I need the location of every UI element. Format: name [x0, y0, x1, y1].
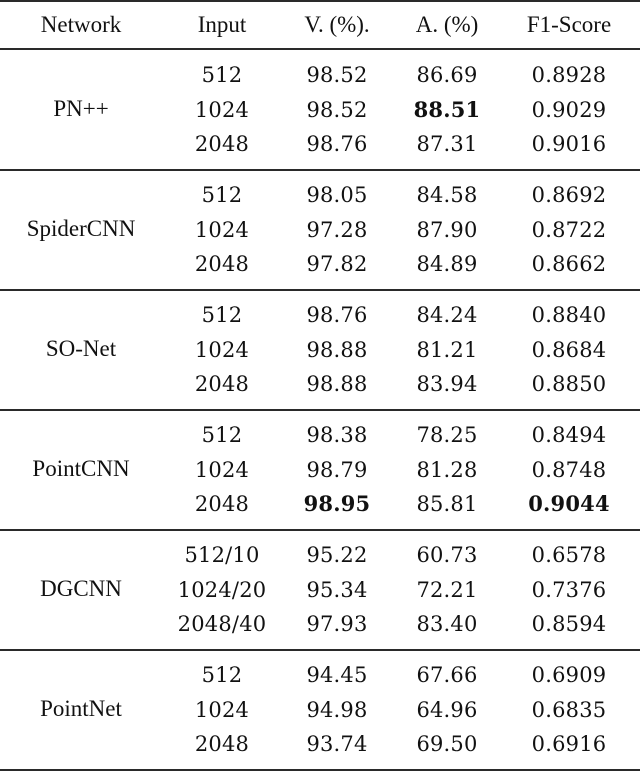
- v-percent-value: 98.05: [306, 183, 368, 207]
- table-row: [0, 538, 640, 572]
- table-row: [0, 573, 640, 607]
- a-percent-value: 81.21: [416, 337, 478, 362]
- f1-score-value: 0.8850: [531, 372, 607, 396]
- v-percent-value: 94.45: [306, 663, 368, 687]
- input-value: 1024: [194, 217, 250, 242]
- network-name: SpiderCNN: [26, 216, 136, 241]
- a-percent-value: 87.31: [416, 132, 478, 156]
- table-row: [0, 693, 640, 727]
- network-name: PN++: [53, 96, 109, 121]
- f1-score-value: 0.8684: [531, 337, 607, 362]
- input-value: 2048: [194, 132, 250, 156]
- f1-score-value: 0.8928: [531, 63, 607, 87]
- v-percent-value: 95.34: [306, 577, 368, 602]
- a-percent-value: 60.73: [416, 543, 478, 567]
- input-value: 512: [201, 663, 243, 687]
- table-row: [0, 333, 640, 367]
- table-group: [0, 50, 640, 168]
- header-a-percent: A. (%): [415, 12, 479, 37]
- v-percent-value: 95.22: [306, 543, 368, 567]
- a-percent-value: 81.28: [416, 457, 478, 482]
- a-percent-value: 83.40: [416, 612, 478, 636]
- table-group: [0, 530, 640, 648]
- input-value: 2048: [194, 492, 250, 516]
- header-v-percent: V. (%).: [304, 12, 370, 37]
- input-value: 1024: [194, 337, 250, 362]
- v-percent-value: 98.88: [306, 337, 368, 362]
- input-value: 1024: [194, 457, 250, 482]
- table-row: [0, 453, 640, 487]
- v-percent-value: 98.95: [303, 491, 371, 516]
- a-percent-value: 84.89: [416, 252, 478, 276]
- header-f1-score: F1-Score: [526, 12, 612, 37]
- table-group: [0, 290, 640, 408]
- table-row: [0, 487, 640, 521]
- input-value: 512: [201, 183, 243, 207]
- v-percent-value: 98.88: [306, 372, 368, 396]
- table-row: [0, 247, 640, 281]
- f1-score-value: 0.6909: [531, 663, 607, 687]
- bottom-rule: [0, 769, 640, 771]
- table-header: [0, 2, 640, 48]
- header-input: Input: [197, 12, 247, 37]
- header-network: Network: [40, 12, 122, 37]
- input-value: 2048/40: [177, 612, 267, 636]
- v-percent-value: 97.93: [306, 612, 368, 636]
- f1-score-value: 0.9044: [528, 491, 610, 516]
- f1-score-value: 0.8748: [531, 457, 607, 482]
- table-group: [0, 650, 640, 768]
- input-value: 512: [201, 63, 243, 87]
- a-percent-value: 84.24: [416, 303, 478, 327]
- f1-score-value: 0.8722: [531, 217, 607, 242]
- input-value: 512: [201, 303, 243, 327]
- table-row: [0, 93, 640, 127]
- table-row: [0, 58, 640, 92]
- table-row: [0, 127, 640, 161]
- f1-score-value: 0.6835: [531, 697, 607, 722]
- a-percent-value: 67.66: [416, 663, 478, 687]
- a-percent-value: 64.96: [416, 697, 478, 722]
- table-row: [0, 213, 640, 247]
- f1-score-value: 0.9029: [531, 97, 607, 122]
- input-value: 2048: [194, 372, 250, 396]
- v-percent-value: 98.76: [306, 132, 368, 156]
- a-percent-value: 69.50: [416, 732, 478, 756]
- input-value: 1024: [194, 697, 250, 722]
- input-value: 1024/20: [177, 577, 267, 602]
- v-percent-value: 93.74: [306, 732, 368, 756]
- table-group: [0, 410, 640, 528]
- table-row: [0, 607, 640, 641]
- f1-score-value: 0.6916: [531, 732, 607, 756]
- table-row: [0, 658, 640, 692]
- v-percent-value: 98.52: [306, 63, 368, 87]
- network-name: PointCNN: [32, 456, 130, 481]
- f1-score-value: 0.8494: [531, 423, 607, 447]
- v-percent-value: 98.79: [306, 457, 368, 482]
- v-percent-value: 98.38: [306, 423, 368, 447]
- table-row: [0, 367, 640, 401]
- a-percent-value: 78.25: [416, 423, 478, 447]
- f1-score-value: 0.8662: [531, 252, 607, 276]
- table-row: [0, 298, 640, 332]
- network-name: DGCNN: [40, 576, 122, 601]
- a-percent-value: 88.51: [413, 96, 481, 122]
- v-percent-value: 97.28: [306, 217, 368, 242]
- table-group: [0, 170, 640, 288]
- a-percent-value: 85.81: [416, 492, 478, 516]
- f1-score-value: 0.6578: [531, 543, 607, 567]
- f1-score-value: 0.8594: [531, 612, 607, 636]
- v-percent-value: 97.82: [306, 252, 368, 276]
- v-percent-value: 98.52: [306, 97, 368, 122]
- f1-score-value: 0.8692: [531, 183, 607, 207]
- network-name: PointNet: [40, 696, 122, 721]
- network-name: SO-Net: [45, 336, 117, 361]
- a-percent-value: 72.21: [416, 577, 478, 602]
- input-value: 1024: [194, 97, 250, 122]
- table-row: [0, 418, 640, 452]
- a-percent-value: 87.90: [416, 217, 478, 242]
- input-value: 512/10: [184, 543, 260, 567]
- f1-score-value: 0.8840: [531, 303, 607, 327]
- a-percent-value: 84.58: [416, 183, 478, 207]
- v-percent-value: 94.98: [306, 697, 368, 722]
- input-value: 512: [201, 423, 243, 447]
- f1-score-value: 0.9016: [531, 132, 607, 156]
- f1-score-value: 0.7376: [531, 577, 607, 602]
- table-row: [0, 178, 640, 212]
- input-value: 2048: [194, 252, 250, 276]
- a-percent-value: 83.94: [416, 372, 478, 396]
- input-value: 2048: [194, 732, 250, 756]
- a-percent-value: 86.69: [416, 63, 478, 87]
- v-percent-value: 98.76: [306, 303, 368, 327]
- table-row: [0, 727, 640, 761]
